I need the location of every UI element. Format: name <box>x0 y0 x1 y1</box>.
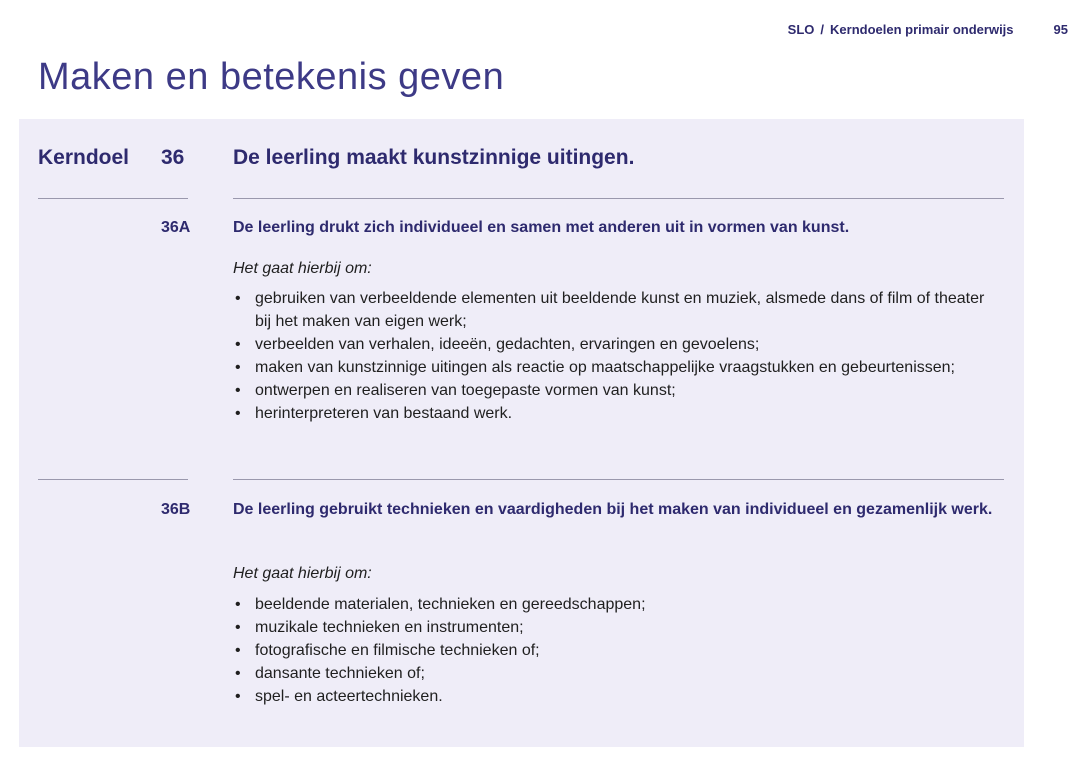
divider-left <box>38 198 188 199</box>
header-separator: / <box>820 22 825 37</box>
divider-left <box>38 479 188 480</box>
subgoal-intro: Het gaat hierbij om: <box>233 260 372 277</box>
list-item: • herinterpreteren van bestaand werk. <box>233 402 993 425</box>
list-item: • muzikale technieken en instrumenten; <box>233 616 993 639</box>
list-item: • spel- en acteertechnieken. <box>233 685 993 708</box>
divider-right <box>233 198 1004 199</box>
header-publication: Kerndoelen primair onderwijs <box>830 22 1014 37</box>
subgoal-statement: De leerling drukt zich individueel en samen met anderen uit in vormen van kunst. <box>233 219 850 236</box>
list-item: • ontwerpen en realiseren van toegepaste vormen van kunst; <box>233 379 993 402</box>
kerndoel-label: Kerndoel <box>38 146 130 169</box>
page-title: Maken en betekenis geven <box>38 56 505 98</box>
list-item: • maken van kunstzinnige uitingen als reactie op maatschappelijke vraagstukken en gebeurtenissen; <box>233 356 993 379</box>
list-item: • gebruiken van verbeeldende elementen uit beeldende kunst en muziek, alsmede dans of film of theater bij het maken van eigen werk; <box>233 287 993 333</box>
list-item: • dansante technieken of; <box>233 662 993 685</box>
subgoal-list <box>233 593 993 708</box>
list-item: • beeldende materialen, technieken en gereedschappen; <box>233 593 993 616</box>
subgoal-code: 36A <box>161 219 191 236</box>
divider-right <box>233 479 1004 480</box>
kerndoel-statement: De leerling maakt kunstzinnige uitingen. <box>233 146 635 169</box>
subgoal-code: 36B <box>161 501 191 518</box>
kerndoel-number: 36 <box>161 146 185 169</box>
subgoal-list <box>233 287 993 425</box>
running-header <box>788 22 1068 37</box>
list-item: • verbeelden van verhalen, ideeën, gedachten, ervaringen en gevoelens; <box>233 333 993 356</box>
subgoal-intro: Het gaat hierbij om: <box>233 565 372 582</box>
page-number: 95 <box>1053 22 1068 37</box>
list-item: • fotografische en filmische technieken of; <box>233 639 993 662</box>
subgoal-statement: De leerling gebruikt technieken en vaardigheden bij het maken van individueel en gezamenlijk werk. <box>233 501 993 518</box>
kerndoel-panel <box>19 119 1024 747</box>
header-org: SLO <box>787 22 815 37</box>
